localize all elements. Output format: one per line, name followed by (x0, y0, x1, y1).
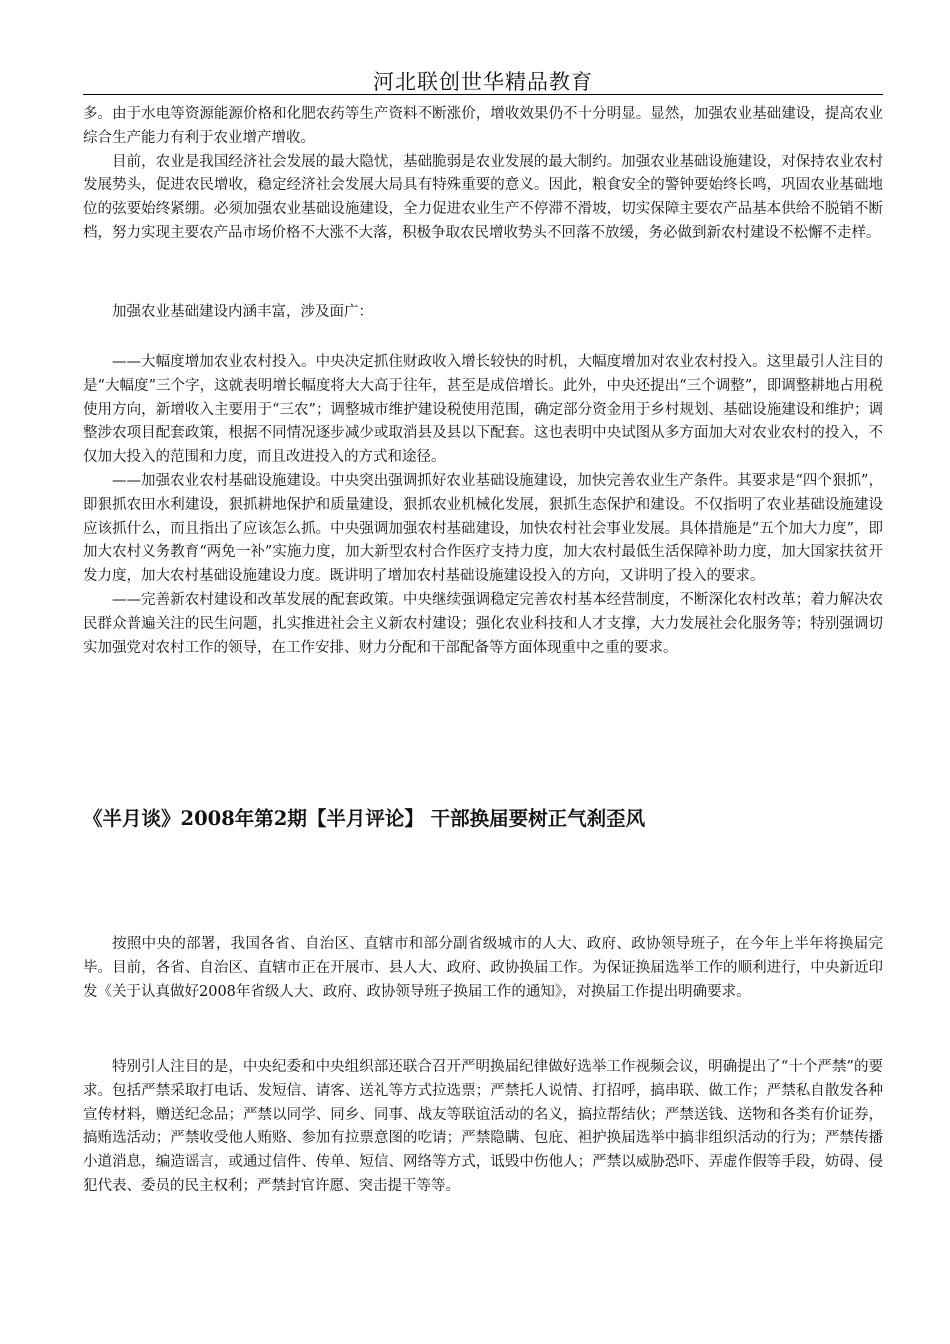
paragraph-infrastructure: ——加强农业农村基础设施建设。中央突出强调抓好农业基础设施建设，加快完善农业生产条件。其要求是“四个狠抓”，即狠抓农田水利建设，狠抓耕地保护和质量建设，狠抓农业机械化发展，狠抓生态保护和建设。不仅指明了农业基础设施建设应该抓什么，而且指出了应该怎么抓。中央强调加强农村基础建设，加快农村社会事业发展。具体措施是“五个加大力度”，即加大农村义务教育“两免一补”实施力度，加大新型农村合作医疗支持力度，加大农村最低生活保障补助力度，加大国家扶贫开发力度，加大农村基础设施建设力度。既讲明了增加农村基础设施建设投入的方向，又讲明了投入的要求。 (83, 472, 883, 585)
paragraph-continuation: 多。由于水电等资源能源价格和化肥农药等生产资料不断涨价，增收效果仍不十分明显。显然，加强农业基础建设，提高农业综合生产能力有利于农业增产增收。 (83, 106, 883, 146)
paragraph-ten-prohibitions: 特别引人注目的是，中央纪委和中央组织部还联合召开严明换届纪律做好选举工作视频会议，明确提出了“十个严禁”的要求。包括严禁采取打电话、发短信、请客、送礼等方式拉选票；严禁托人说情、打招呼，搞串联、做工作；严禁私自散发各种宣传材料，赠送纪念品；严禁以同学、同乡、同事、战友等联谊活动的名义，搞拉帮结伙；严禁送钱、送物和各类有价证券，搞贿选活动；严禁收受他人贿赂、参加有拉票意图的吃请；严禁隐瞒、包庇、袒护换届选举中搞非组织活动的行为；严禁传播小道消息，编造谣言，或通过信件、传单、短信、网络等方式，诋毁中伤他人；严禁以威胁恐吓、弄虚作假等手段，妨碍、侵犯代表、委员的民主权利；严禁封官许愿、突击提干等等。 (83, 1059, 883, 1194)
page-header-title: 河北联创世华精品教育 (373, 70, 593, 94)
paragraph-agriculture-concern: 目前，农业是我国经济社会发展的最大隐忧，基础脆弱是农业发展的最大制约。加强农业基础设施建设，对保持农业农村发展势头，促进农民增收，稳定经济社会发展大局具有特殊重要的意义。因此，粮食安全的警钟要始终长鸣，巩固农业基础地位的弦要始终紧绷。必须加强农业基础设施建设，全力促进农业生产不停滞不滑坡，切实保障主要农产品基本供给不脱销不断档，努力实现主要农产品市场价格不大涨不大落，积极争取农民增收势头不回落不放缓，务必做到新农村建设不松懈不走样。 (83, 153, 883, 241)
paragraph-policies: ——完善新农村建设和改革发展的配套政策。中央继续强调稳定完善农村基本经营制度，不断深化农村改革；着力解决农民群众普遍关注的民生问题，扎实推进社会主义新农村建设；强化农业科技和人才支撑，大力发展社会化服务等；特别强调切实加强党对农村工作的领导，在工作安排、财力分配和干部配备等方面体现重中之重的要求。 (83, 591, 883, 656)
section1-block-c (83, 351, 883, 660)
paragraph-election-intro: 按照中央的部署，我国各省、自治区、直辖市和部分副省级城市的人大、政府、政协领导班子，在今年上半年将换届完毕。目前，各省、自治区、直辖市正在开展市、县人大、政府、政协换届工作。为保证换届选举工作的顺利进行，中央新近印发《关于认真做好2008年省级人大、政府、政协领导班子换届工作的通知》，对换届工作提出明确要求。 (83, 936, 883, 1000)
header-divider (83, 94, 883, 95)
paragraph-intro-list: 加强农业基础建设内涵丰富，涉及面广： (112, 304, 373, 320)
section1-block-b (83, 301, 883, 325)
article-heading: 《半月谈》2008年第2期【半月评论】 干部换届要树正气刹歪风 (83, 807, 646, 830)
paragraph-investment: ——大幅度增加农业农村投入。中央决定抓住财政收入增长较快的时机，大幅度增加对农业农村投入。这里最引人注目的是“大幅度”三个字，这就表明增长幅度将大大高于往年，甚至是成倍增长。此外，中央还提出“三个调整”，即调整耕地占用税使用方向，新增收入主要用于“三农”；调整城市维护建设税使用范围，确定部分资金用于乡村规划、基础设施建设和维护；调整涉农项目配套政策，根据不同情况逐步减少或取消县及县以下配套。这也表明中央试图从多方面加大对农业农村的投入，不仅加大投入的范围和力度，而且改进投入的方式和途径。 (83, 354, 883, 466)
section1-block-a (83, 103, 883, 246)
section2-block-a (83, 933, 883, 1004)
section2-block-b (83, 1056, 883, 1199)
